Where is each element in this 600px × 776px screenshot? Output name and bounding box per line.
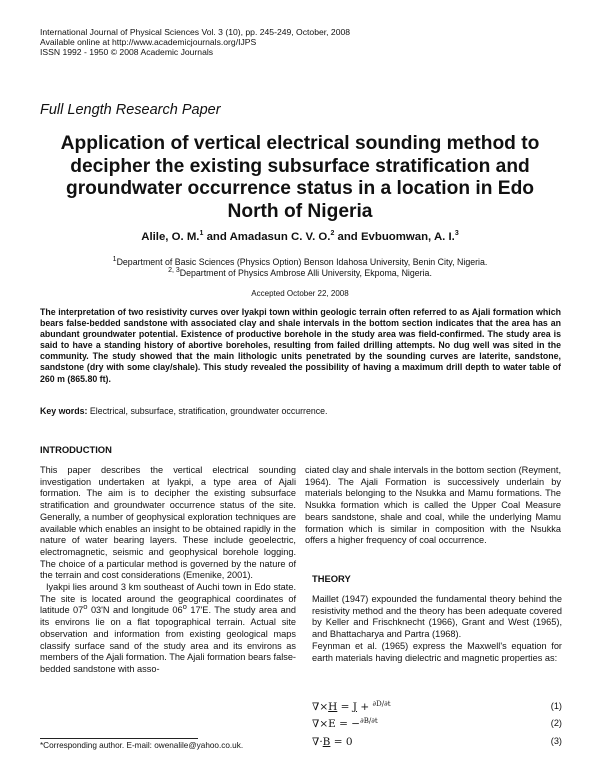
intro-p2-text: 17'E. The study area and its environs lie on a flat topographical terrain. Actual site observation and information from existing geological maps classify surface sand of the study area and its environs as members of the Ajali formation. The Ajali formation bears false-bedded sandstone with asso- (40, 605, 296, 674)
journal-issn: ISSN 1992 - 1950 © 2008 Academic Journals (40, 47, 214, 58)
author-name: Evbuomwan, A. I. (360, 231, 455, 243)
theory-heading: THEORY (312, 573, 351, 584)
equation-operator: ∇· (312, 736, 323, 748)
equation-text: = 0 (330, 736, 353, 748)
affiliation-text: Department of Physics Ambrose Alli University, Ekpoma, Nigeria. (179, 268, 432, 278)
affiliation (40, 268, 560, 279)
author-name: Alile, O. M. (141, 231, 200, 243)
author-separator: and (206, 231, 227, 243)
keywords-label: Key words: (40, 406, 88, 416)
degree-sup: o (182, 602, 187, 612)
affiliation-sup: 2, 3 (168, 267, 180, 275)
intro-paragraph-1: This paper describes the vertical electrical sounding investigation undertaken at Iyakpi, a type area of Ajali formation. The aim is to decipher the existing subsurface stratification and groundwater occurrence status of the site. Generally, a number of geophysical exploration techniques are available which enables an insight to be obtained rapidly in the nature of water bearing layers. These include geoelectric, electromagnetic, seismic and geophysical borehole logging. The choice of a particular method is governed by the nature of the terrain and cost considerations (Emenike, 2001). (40, 465, 296, 581)
equation-number: (1) (550, 701, 562, 711)
keywords-text: Electrical, subsurface, stratification, groundwater occurrence. (89, 406, 328, 416)
right-column-top (305, 465, 561, 547)
equation-operator: ∇× (312, 701, 329, 713)
journal-citation: International Journal of Physical Sciences Vol. 3 (10), pp. 245-249, October, 2008 (40, 27, 351, 37)
left-column (40, 465, 296, 676)
author-list (40, 231, 560, 243)
theory-paragraph-2: Feynman et al. (1965) express the Maxwell's equation for earth materials having dielectric and magnetic properties as: (312, 640, 562, 663)
equation-field: E (328, 718, 336, 730)
accepted-date: Accepted October 22, 2008 (251, 289, 349, 298)
degree-sup: o (83, 602, 88, 612)
paper-title: Application of vertical electrical sounding method to decipher the existing subsurface stratification and groundwater occurrence status in a location in Edo North of Nigeria (60, 133, 540, 222)
journal-online-url[interactable]: Available online at http://www.academicjournals.org/IJPS (40, 37, 257, 48)
equation-fraction: ∂D/∂t (372, 700, 391, 708)
author-separator: and (337, 231, 358, 243)
author-affil-sup: 3 (454, 230, 459, 238)
affiliation-sup: 1 (112, 256, 117, 264)
equation-fraction: ∂B/∂t (360, 717, 378, 725)
equation-number: (2) (550, 718, 562, 728)
equation-number: (3) (550, 736, 562, 746)
equation-text: = (337, 701, 353, 713)
author-affil-sup: 1 (199, 230, 204, 238)
equation-field: H (328, 701, 338, 713)
equation-operator: ∇× (312, 718, 329, 730)
equation-row (312, 736, 562, 748)
right-column-theory (312, 594, 562, 664)
keywords (40, 406, 561, 416)
intro-p2-text: 03'N and longitude 06 (87, 605, 183, 616)
equation-row (312, 701, 562, 713)
affiliations (40, 257, 560, 279)
author-affil-sup: 2 (330, 230, 335, 238)
equation-text: = − (335, 718, 361, 730)
introduction-heading: INTRODUCTION (40, 444, 112, 455)
journal-header (40, 27, 350, 58)
footnote-divider (40, 738, 198, 739)
intro-p2-text: Iyakpi lies around 3 km southeast of Auchi town in Edo state. The site is located around the geographical coordinates of latitude 07 (40, 582, 296, 616)
intro-paragraph-2 (40, 582, 296, 676)
equation-row (312, 718, 562, 730)
equation-text: + (357, 701, 373, 713)
abstract: The interpretation of two resistivity curves over Iyakpi town within geologic terrain often referred to as Ajali formation which bears false-bedded sandstone with associated clay and shale intervals in the bottom section indicates that the area has an abundant groundwater potential. Existence of productive borehole in the study area was field-confirmed. The study area is said to have a standing history of abortive boreholes, resulting from failed drilling attempts. No dug well was sited in the community. The study showed that the main lithologic units penetrated by the sounding curves are laterite, sandstone, sandstone (dry with some clay/shale). This study revealed the possibility of having a maximum drill depth to water table of 260 m (865.80 ft). (40, 307, 561, 384)
equation-field: B (322, 736, 331, 748)
theory-paragraph-1: Maillet (1947) expounded the fundamental theory behind the resistivity method and the theory has been adequate covered by Keller and Frischknecht (1966), Grant and West (1965), and Bhattacharya and Partra (1968). (312, 594, 562, 640)
equation-field: J (352, 701, 358, 713)
affiliation-text: Department of Basic Sciences (Physics Option) Benson Idahosa University, Benin City, Nigeria. (116, 257, 488, 267)
right-paragraph-1: ciated clay and shale intervals in the bottom section (Reyment, 1964). The Ajali Formation is successively underlain by materials belonging to the Nsukka and Mamu formations. The Nsukka formation which is called the Upper Coal Measure bears sandstone, shale and coal, while the underlying Mamu formation which is similar in composition with the Nsukka offers a higher frequency of coal occurrence. (305, 465, 561, 546)
affiliation (40, 257, 560, 268)
author-name: Amadasun C. V. O. (229, 231, 331, 243)
corresponding-author-footnote: *Corresponding author. E-mail: owenalile@yahoo.co.uk. (40, 741, 244, 750)
paper-type-label: Full Length Research Paper (40, 102, 221, 118)
